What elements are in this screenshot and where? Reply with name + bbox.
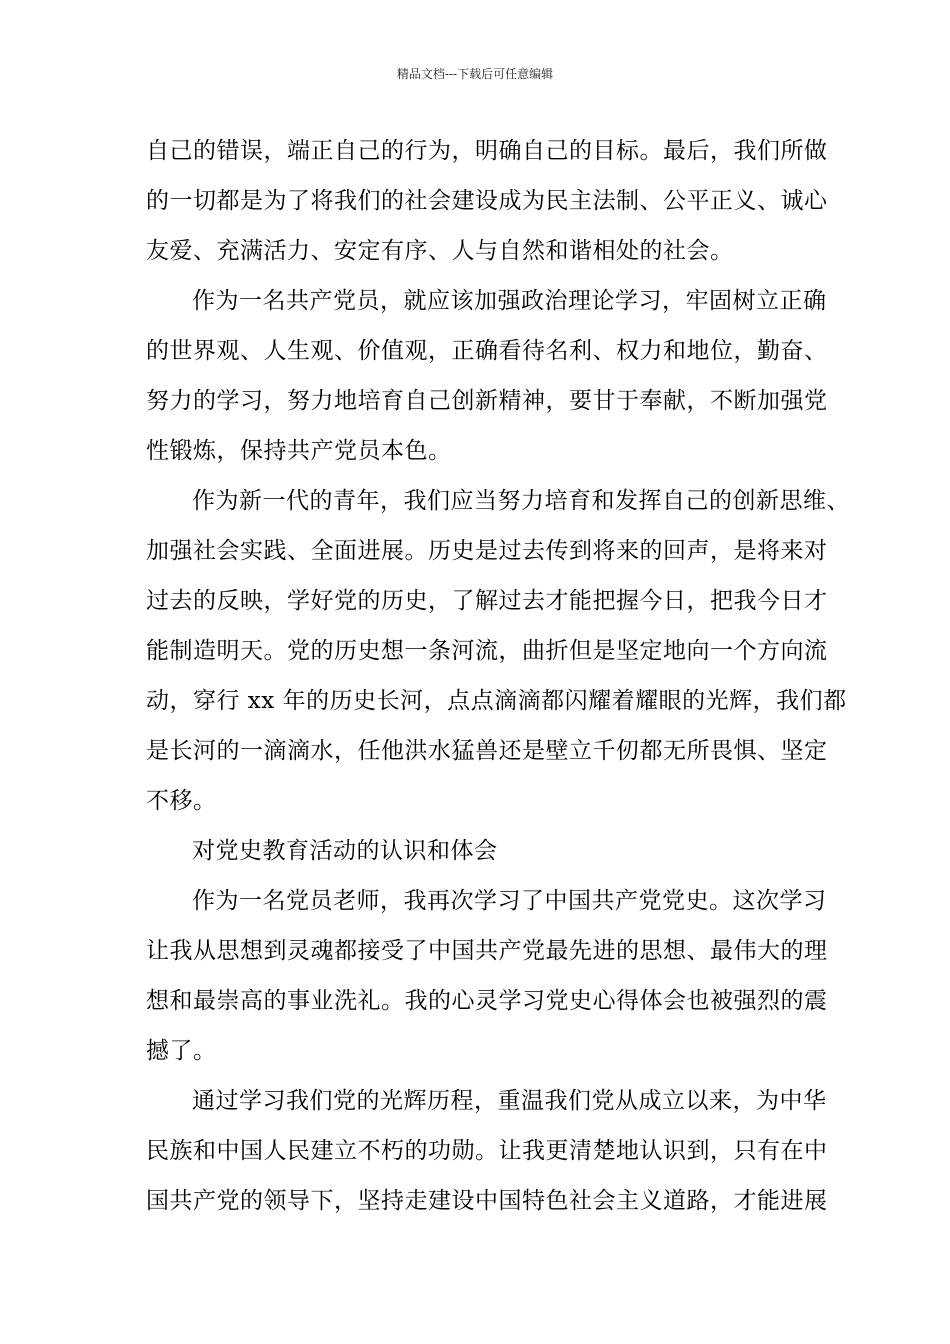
text-line: 自己的错误，端正自己的行为，明确自己的目标。最后，我们所做	[146, 138, 828, 164]
text-line: 让我从思想到灵魂都接受了中国共产党最先进的思想、最伟大的理	[146, 938, 828, 964]
text-line: 通过学习我们党的光辉历程，重温我们党从成立以来，为中华	[192, 1088, 827, 1114]
document-body	[146, 126, 850, 1226]
text-line: 想和最崇高的事业洗礼。我的心灵学习党史心得体会也被强烈的震	[146, 988, 828, 1014]
text-line: 国共产党的领导下，坚持走建设中国特色社会主义道路，才能进展	[146, 1188, 828, 1214]
paragraph-2	[146, 276, 836, 476]
text-line: 动，穿行 xx 年的历史长河，点点滴滴都闪耀着耀眼的光辉，我们都	[146, 688, 847, 714]
text-line: 作为一名党员老师，我再次学习了中国共产党党史。这次学习	[192, 888, 827, 914]
text-line: 作为新一代的青年，我们应当努力培育和发挥自己的创新思维、	[192, 488, 850, 514]
text-line: 是长河的一滴滴水，任他洪水猛兽还是壁立千仞都无所畏惧、坚定	[146, 738, 828, 764]
text-line: 作为一名共产党员，就应该加强政治理论学习，牢固树立正确	[192, 288, 827, 314]
text-line: 的世界观、人生观、价值观，正确看待名利、权力和地位，勤奋、	[146, 338, 828, 364]
paragraph-5	[146, 1076, 836, 1226]
text-line: 努力的学习，努力地培育自己创新精神，要甘于奉献，不断加强党	[146, 388, 828, 414]
text-line: 撼了。	[146, 1038, 217, 1064]
text-line: 对党史教育活动的认识和体会	[192, 838, 498, 864]
text-line: 不移。	[146, 788, 217, 814]
text-line: 加强社会实践、全面进展。历史是过去传到将来的回声，是将来对	[146, 538, 828, 564]
text-line: 民族和中国人民建立不朽的功勋。让我更清楚地认识到，只有在中	[146, 1138, 828, 1164]
paragraph-1	[146, 126, 836, 276]
text-line: 能制造明天。党的历史想一条河流，曲折但是坚定地向一个方向流	[146, 638, 828, 664]
section-heading	[146, 826, 836, 876]
paragraph-3	[146, 476, 850, 826]
text-line: 过去的反映，学好党的历史，了解过去才能把握今日，把我今日才	[146, 588, 828, 614]
text-line: 友爱、充满活力、安定有序、人与自然和谐相处的社会。	[146, 238, 734, 264]
paragraph-4	[146, 876, 836, 1076]
text-line: 性锻炼，保持共产党员本色。	[146, 438, 452, 464]
text-line: 的一切都是为了将我们的社会建设成为民主法制、公平正义、诚心	[146, 188, 828, 214]
page-header-note: 精品文档---下载后可任意编辑	[396, 67, 554, 81]
